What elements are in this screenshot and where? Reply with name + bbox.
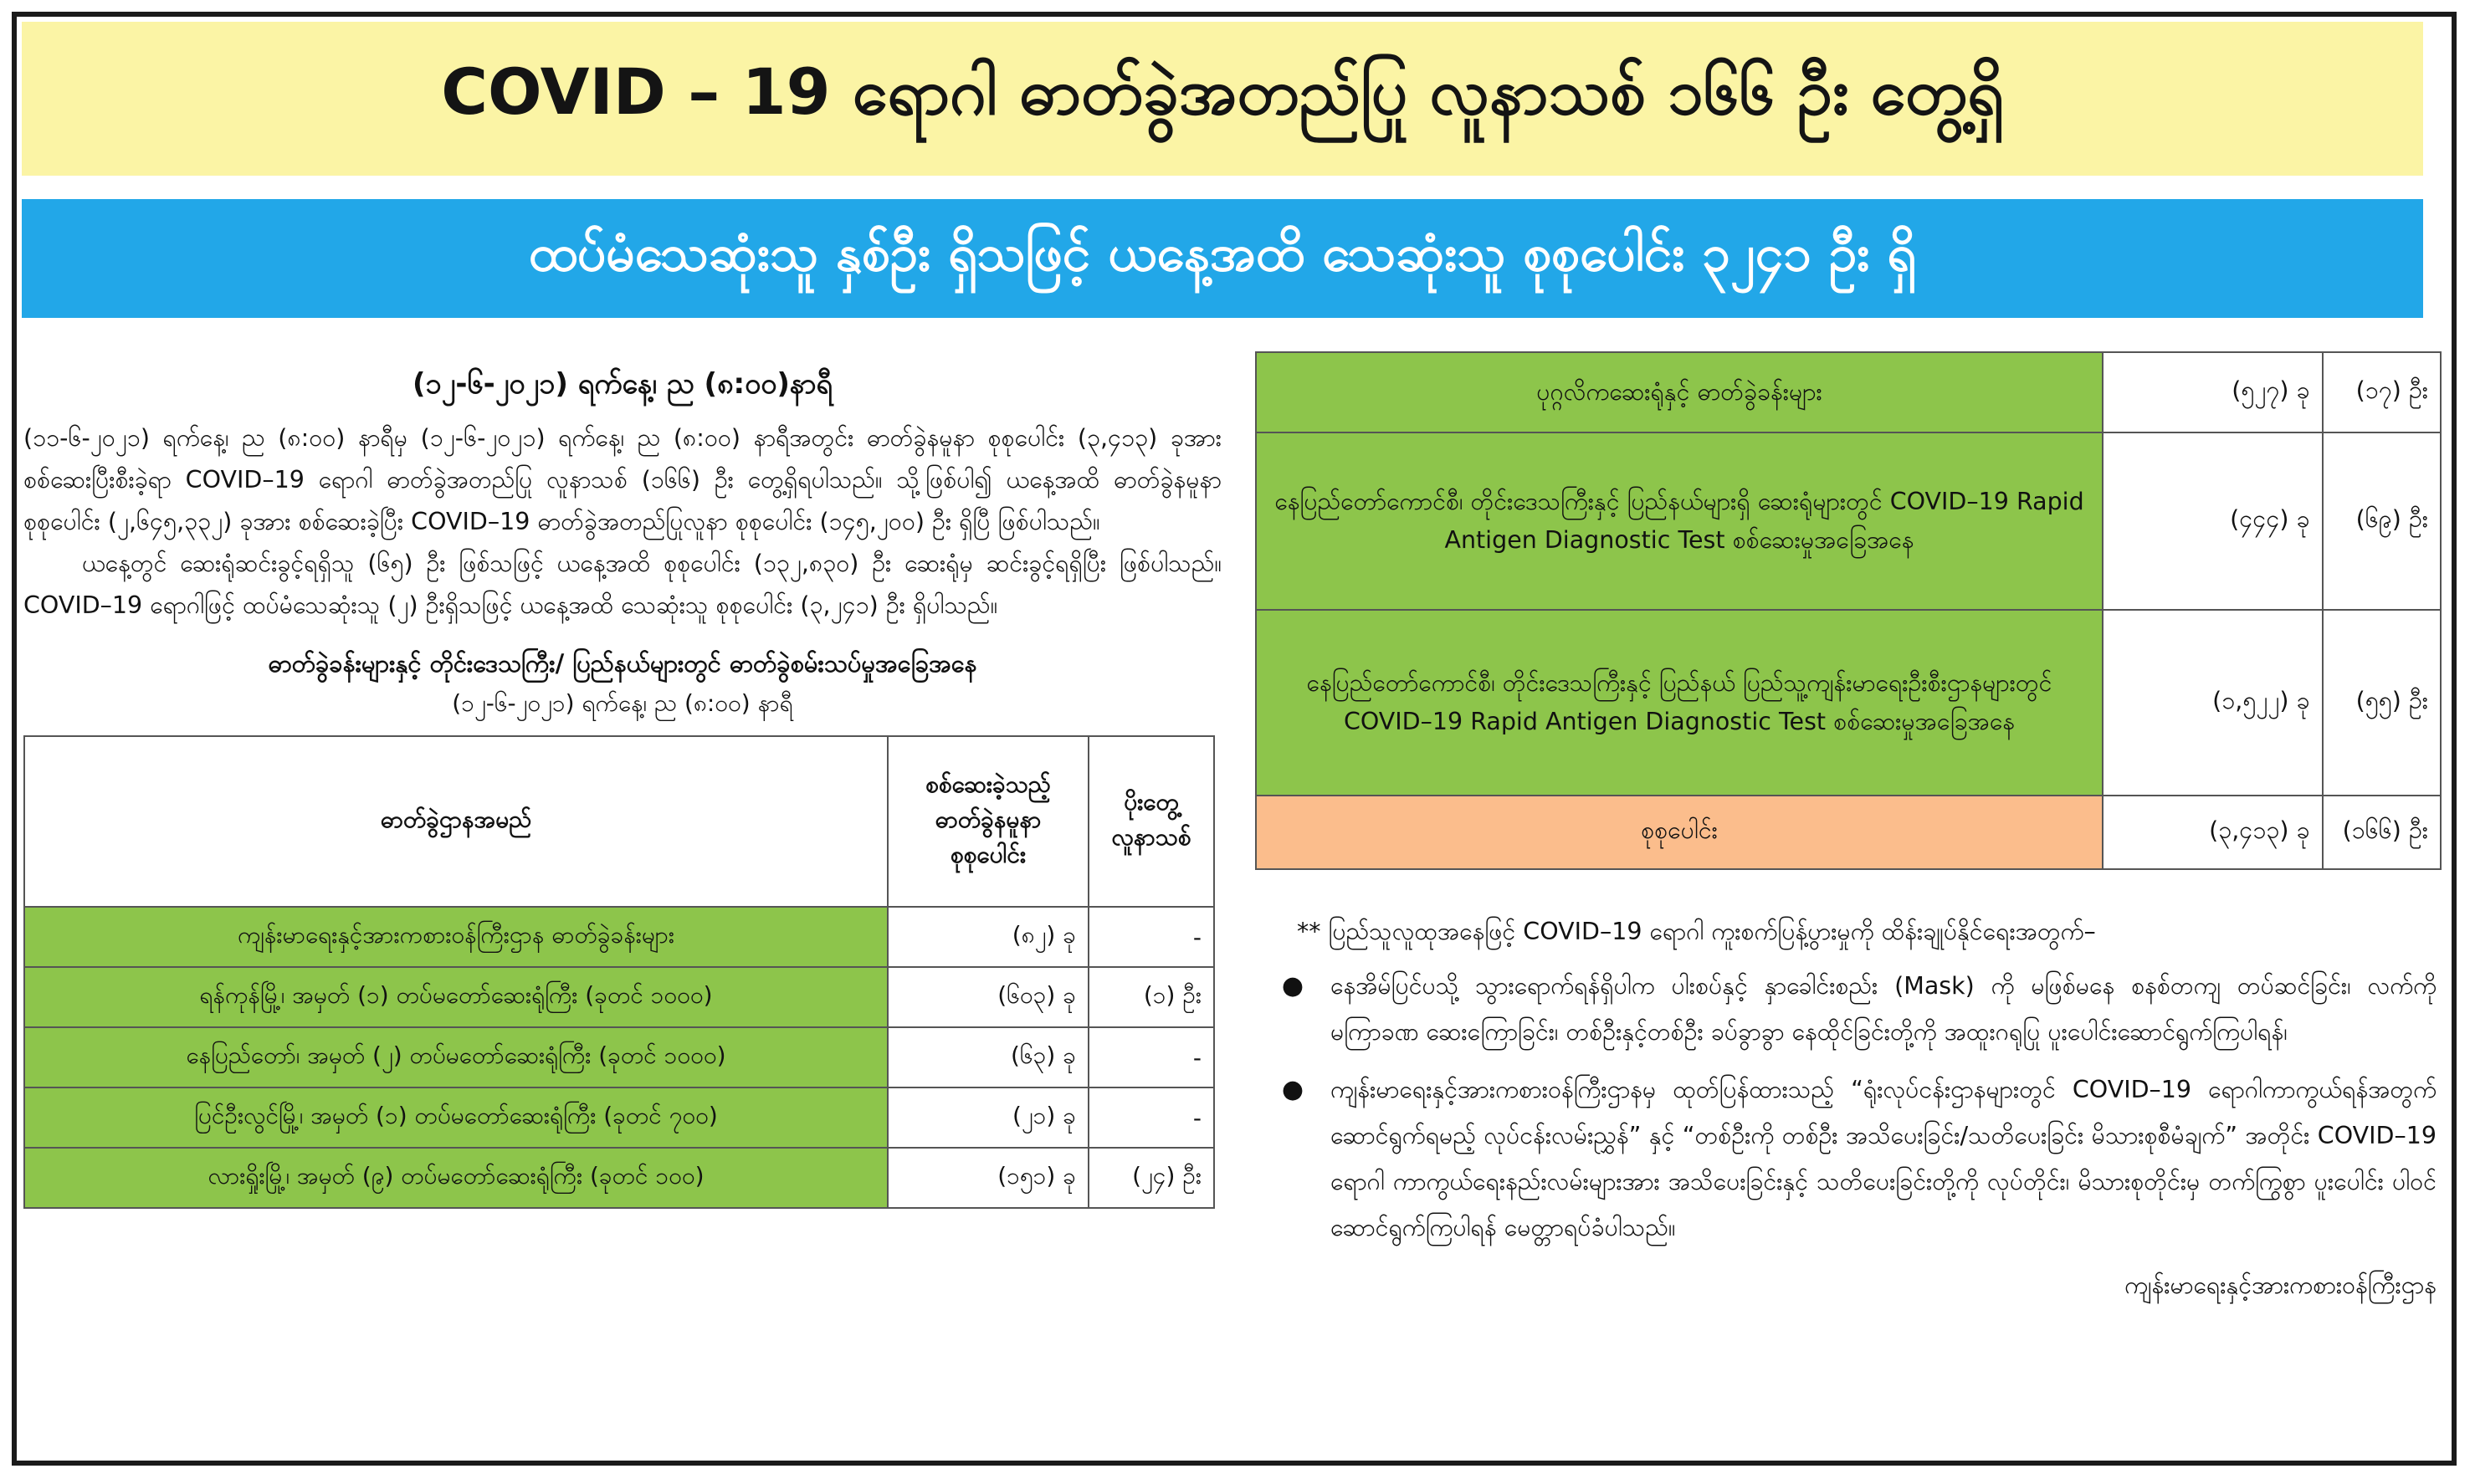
lab-name: လားရှိုးမြို့၊ အမှတ် (၉) တပ်မတော်ဆေးရုံကြီး (ခုတင် ၁၀၀) — [24, 1148, 888, 1208]
lab-cases: - — [1089, 1027, 1214, 1087]
lab-name: ကျန်းမာရေးနှင့်အားကစားဝန်ကြီးဌာန ဓာတ်ခွဲခန်းများ — [24, 907, 888, 967]
table-row — [24, 1087, 1214, 1148]
summary-cases: (၆၉) ဦး — [2323, 432, 2441, 610]
advisory-notes — [1255, 908, 2442, 1308]
header-samples: စစ်ဆေးခဲ့သည့် ဓာတ်ခွဲနမူနာ စုစုပေါင်း — [888, 736, 1089, 907]
lab-name: ရန်ကုန်မြို့၊ အမှတ် (၁) တပ်မတော်ဆေးရုံကြီး (ခုတင် ၁၀၀၀) — [24, 967, 888, 1027]
list-item — [1255, 1067, 2442, 1251]
lab-samples: (၆၃) ခု — [888, 1027, 1089, 1087]
table-row — [1256, 796, 2441, 869]
lab-section-title: ဓာတ်ခွဲခန်းများနှင့် တိုင်းဒေသကြီး/ ပြည်နယ်များတွင် ဓာတ်ခွဲစမ်းသပ်မှုအခြေအနေ — [268, 649, 977, 678]
lab-table — [23, 735, 1215, 1209]
bullet-icon: ● — [1281, 971, 1304, 1000]
lab-samples: (၈၂) ခု — [888, 907, 1089, 967]
lab-cases: - — [1089, 907, 1214, 967]
summary-total-cases: (၁၆၆) ဦး — [2323, 796, 2441, 869]
headline-subtitle: ထပ်မံသေဆုံးသူ နှစ်ဦး ရှိသဖြင့် ယနေ့အထိ သေဆုံးသူ စုစုပေါင်း ၃၂၄၁ ဦး ရှိ — [529, 224, 1916, 283]
lab-name: ပြင်ဦးလွင်မြို့၊ အမှတ် (၁) တပ်မတော်ဆေးရုံကြီး (ခုတင် ၇၀၀) — [24, 1087, 888, 1148]
lab-cases: - — [1089, 1087, 1214, 1148]
subheadline-banner — [22, 199, 2423, 318]
lab-cases: (၁) ဦး — [1089, 967, 1214, 1027]
summary-label: နေပြည်တော်ကောင်စီ၊ တိုင်းဒေသကြီးနှင့် ပြည်နယ် ပြည်သူ့ကျန်းမာရေးဦးစီးဌာနများတွင် COVID–19 Rapid Antigen Diagnostic Test စစ်ဆေးမှုအခြေအနေ — [1256, 610, 2103, 796]
lab-samples: (၆၀၃) ခု — [888, 967, 1089, 1027]
report-paragraph-1: (၁၁-၆-၂၀၂၁) ရက်နေ့၊ ည (၈:၀၀) နာရီမှ (၁၂-၆-၂၀၂၁) ရက်နေ့၊ ည (၈:၀၀) နာရီအတွင်း ဓာတ်ခွဲနမူနာ စုစုပေါင်း (၃,၄၁၃) ခုအား စစ်ဆေးပြီးစီးခဲ့ရာ COVID–19 ရောဂါ ဓာတ်ခွဲအတည်ပြု လူနာသစ် (၁၆၆) ဦး တွေ့ရှိရပါသည်။ သို့ဖြစ်ပါ၍ ယနေ့အထိ ဓာတ်ခွဲနမူနာ စုစုပေါင်း (၂,၆၄၅,၃၃၂) ခုအား စစ်ဆေးခဲ့ပြီး COVID–19 ဓာတ်ခွဲအတည်ပြုလူနာ စုစုပေါင်း (၁၄၅,၂၀၀) ဦး ရှိပြီ ဖြစ်ပါသည်။ — [23, 424, 1222, 535]
advisory-bullet-text: နေအိမ်ပြင်ပသို့ သွားရောက်ရန်ရှိပါက ပါးစပ်နှင့် နှာခေါင်းစည်း (Mask) ကို မဖြစ်မနေ စနစ်တကျ တပ်ဆင်ခြင်း၊ လက်ကို မကြာခဏ ဆေးကြောခြင်း၊ တစ်ဦးနှင့်တစ်ဦး ခပ်ခွာခွာ နေထိုင်ခြင်းတို့ကို အထူးဂရုပြု ပူးပေါင်းဆောင်ရွက်ကြပါရန်၊ — [1330, 972, 2437, 1046]
table-row — [24, 907, 1214, 967]
table-row — [24, 967, 1214, 1027]
right-column — [1255, 351, 2442, 1308]
lab-cases: (၂၄) ဦး — [1089, 1148, 1214, 1208]
table-row — [1256, 610, 2441, 796]
summary-label: ပုဂ္ဂလိကဆေးရုံနှင့် ဓာတ်ခွဲခန်းများ — [1256, 352, 2103, 432]
summary-label: နေပြည်တော်ကောင်စီ၊ တိုင်းဒေသကြီးနှင့် ပြည်နယ်များရှိ ဆေးရုံများတွင် COVID–19 Rapid Antigen Diagnostic Test စစ်ဆေးမှုအခြေအနေ — [1256, 432, 2103, 610]
report-paragraph-2: ယနေ့တွင် ဆေးရုံဆင်းခွင့်ရရှိသူ (၆၅) ဦး ဖြစ်သဖြင့် ယနေ့အထိ စုစုပေါင်း (၁၃၂,၈၃၀) ဦး ဆေးရုံမှ ဆင်းခွင့်ရရှိပြီး ဖြစ်ပါသည်။ COVID–19 ရောဂါဖြင့် ထပ်မံသေဆုံးသူ (၂) ဦးရှိသဖြင့် ယနေ့အထိ သေဆုံးသူ စုစုပေါင်း (၃,၂၄၁) ဦး ရှိပါသည်။ — [23, 550, 1222, 619]
lab-samples: (၁၅၁) ခု — [888, 1148, 1089, 1208]
advisory-bullet-text: ကျန်းမာရေးနှင့်အားကစားဝန်ကြီးဌာနမှ ထုတ်ပြန်ထားသည့် “ရုံးလုပ်ငန်းဌာနများတွင် COVID–19 ရောဂါကာကွယ်ရန်အတွက် ဆောင်ရွက်ရမည့် လုပ်ငန်းလမ်းညွှန်” နှင့် “တစ်ဦးကို တစ်ဦး အသိပေးခြင်း/သတိပေးခြင်း မိသားစုစီမံချက်” အတိုင်း COVID–19 ရောဂါ ကာကွယ်ရေးနည်းလမ်းများအား အသိပေးခြင်းနှင့် သတိပေးခြင်းတို့ကို လုပ်တိုင်း၊ မိသားစုတိုင်းမှ တက်ကြွစွာ ပူးပေါင်း ပါဝင် ဆောင်ရွက်ကြပါရန် မေတ္တာရပ်ခံပါသည်။ — [1330, 1076, 2437, 1241]
header-cases: ပိုးတွေ့ လူနာသစ် — [1089, 736, 1214, 907]
summary-samples: (၄၄၄) ခု — [2103, 432, 2323, 610]
summary-samples: (၁,၅၂၂) ခု — [2103, 610, 2323, 796]
report-date: (၁၂-၆-၂၀၂၁) ရက်နေ့၊ ည (၈:၀၀)နာရီ — [412, 367, 833, 401]
left-column — [23, 351, 1222, 1209]
summary-cases: (၁၇) ဦး — [2323, 352, 2441, 432]
advisory-heading: ** ပြည်သူလူထုအနေဖြင့် COVID–19 ရောဂါ ကူးစက်ပြန့်ပွားမှုကို ထိန်းချုပ်နိုင်ရေးအတွက်– — [1297, 918, 2096, 945]
header-lab-name: ဓာတ်ခွဲဌာနအမည် — [24, 736, 888, 907]
table-row — [1256, 432, 2441, 610]
table-row — [1256, 352, 2441, 432]
summary-table — [1255, 351, 2442, 870]
table-row — [24, 1148, 1214, 1208]
table-row — [24, 1027, 1214, 1087]
lab-section-date: (၁၂-၆-၂၀၂၁) ရက်နေ့၊ ည (၈:၀၀) နာရီ — [452, 689, 793, 717]
ministry-signature: ကျန်းမာရေးနှင့်အားကစားဝန်ကြီးဌာန — [2124, 1272, 2437, 1299]
list-item — [1255, 963, 2442, 1055]
lab-samples: (၂၁) ခု — [888, 1087, 1089, 1148]
headline-title: COVID – 19 ရောဂါ ဓာတ်ခွဲအတည်ပြု လူနာသစ် ၁၆၆ ဦး တွေ့ရှိ — [441, 54, 2004, 129]
lab-name: နေပြည်တော်၊ အမှတ် (၂) တပ်မတော်ဆေးရုံကြီး (ခုတင် ၁၀၀၀) — [24, 1027, 888, 1087]
summary-samples: (၅၂၇) ခု — [2103, 352, 2323, 432]
bullet-icon: ● — [1281, 1075, 1304, 1104]
headline-banner — [22, 22, 2423, 176]
summary-cases: (၅၅) ဦး — [2323, 610, 2441, 796]
summary-total-samples: (၃,၄၁၃) ခု — [2103, 796, 2323, 869]
summary-total-label: စုစုပေါင်း — [1256, 796, 2103, 869]
lab-table-header — [24, 736, 1214, 907]
